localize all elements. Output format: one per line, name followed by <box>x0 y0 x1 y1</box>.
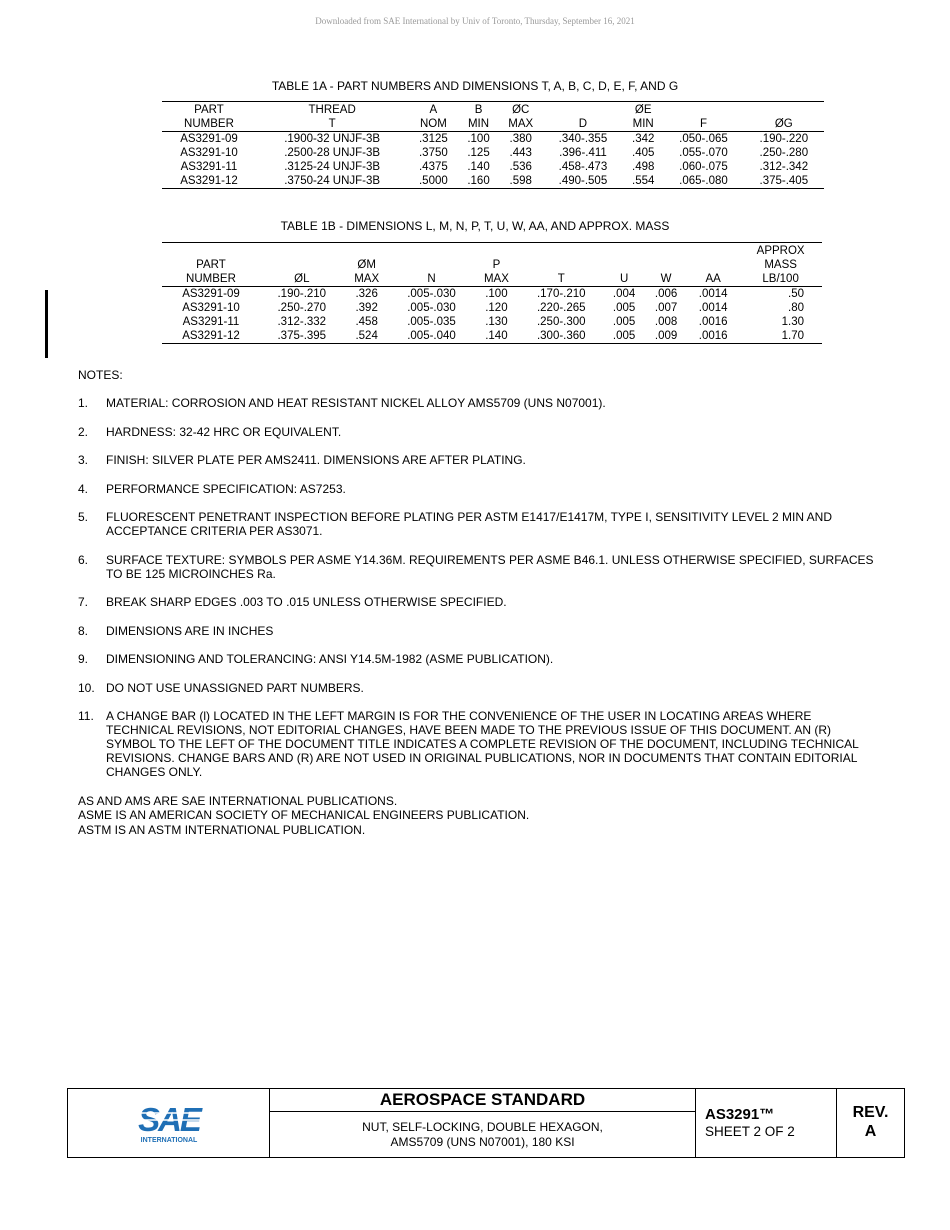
table-cell: .170-.210 <box>536 288 586 300</box>
table-cell: .005 <box>612 316 636 328</box>
table-cell: .405 <box>632 147 655 159</box>
table-cell: AS3291-10 <box>182 302 240 314</box>
publication-notes <box>78 794 878 838</box>
column-header <box>344 243 390 259</box>
column-header <box>645 243 687 259</box>
note-item <box>78 553 878 581</box>
table-cell: .312-.332 <box>277 316 327 328</box>
table-cell: .458-.473 <box>558 161 608 173</box>
note-item <box>78 624 878 638</box>
table-cell: .050-.065 <box>679 133 728 145</box>
note-item <box>78 453 878 467</box>
column-header: PART <box>196 259 226 271</box>
note-number: 3. <box>78 453 89 467</box>
column-header <box>645 258 687 272</box>
table-cell: .5000 <box>418 175 448 187</box>
document-number-block <box>696 1089 837 1157</box>
sae-logo <box>68 1089 270 1157</box>
note-item <box>78 510 878 538</box>
title-block <box>67 1088 905 1158</box>
note-text: MATERIAL: CORROSION AND HEAT RESISTANT NICKEL ALLOY AMS5709 (UNS N07001). <box>106 396 606 410</box>
table-cell: .4375 <box>418 161 448 173</box>
column-header: NOM <box>408 117 458 132</box>
table-cell: .312-.342 <box>759 161 809 173</box>
document-number: AS3291™ <box>705 1106 775 1123</box>
table-cell: .1900-32 UNJF-3B <box>284 133 381 145</box>
note-number: 9. <box>78 652 89 666</box>
table-1a <box>162 101 824 189</box>
table-cell: .2500-28 UNJF-3B <box>284 147 381 159</box>
table-cell: .524 <box>355 330 378 342</box>
column-header: MAX <box>344 272 390 287</box>
column-header: AA <box>687 272 739 287</box>
table-cell: .100 <box>467 133 490 145</box>
table-row <box>162 329 822 344</box>
table-cell: .375-.395 <box>277 330 327 342</box>
change-bar <box>45 290 48 358</box>
table-cell: AS3291-09 <box>180 133 238 145</box>
column-header: P <box>492 259 501 271</box>
note-text: DIMENSIONING AND TOLERANCING: ANSI Y14.5M-1982 (ASME PUBLICATION). <box>106 652 554 666</box>
column-header: ØG <box>744 117 824 132</box>
column-header <box>390 243 474 259</box>
publication-line: ASME IS AN AMERICAN SOCIETY OF MECHANICAL ENGINEERS PUBLICATION. <box>78 808 530 822</box>
table-cell: .598 <box>509 175 532 187</box>
table-cell: .140 <box>485 330 508 342</box>
note-number: 6. <box>78 552 89 567</box>
column-header <box>162 243 260 259</box>
table-row <box>162 287 822 302</box>
note-number: 5. <box>78 510 89 524</box>
table-cell: .004 <box>612 288 636 300</box>
table-cell: .005-.035 <box>407 316 456 328</box>
table-cell: AS3291-12 <box>182 330 240 342</box>
note-item <box>78 681 878 695</box>
note-text: FINISH: SILVER PLATE PER AMS2411. DIMENSIONS ARE AFTER PLATING. <box>106 453 526 467</box>
table-cell: .005-.030 <box>407 302 456 314</box>
table-cell: 1.30 <box>781 316 804 328</box>
table-row <box>162 174 824 189</box>
revision-value: A <box>864 1123 877 1140</box>
table-cell: .140 <box>467 161 490 173</box>
table-cell: .005-.030 <box>407 288 456 300</box>
column-header <box>519 258 603 272</box>
table-cell: .0014 <box>698 288 728 300</box>
column-header: MAX <box>473 272 519 287</box>
column-header <box>473 243 519 259</box>
table-cell: .120 <box>485 302 508 314</box>
table-cell: .055-.070 <box>679 147 728 159</box>
table-cell: .250-.280 <box>759 147 809 159</box>
note-item <box>78 595 878 609</box>
notes-heading: NOTES: <box>78 368 123 382</box>
table-cell: .060-.075 <box>679 161 728 173</box>
table-cell: .3750 <box>418 147 448 159</box>
column-header: A <box>429 104 438 116</box>
table-cell: .100 <box>485 288 508 300</box>
revision-label: REV. <box>852 1104 889 1121</box>
table-cell: .190-.220 <box>759 133 809 145</box>
table-cell: 1.70 <box>781 330 804 342</box>
column-header: MIN <box>623 117 663 132</box>
table-cell: .443 <box>509 147 532 159</box>
table-cell: .065-.080 <box>679 175 728 187</box>
note-item <box>78 709 878 779</box>
table-cell: .009 <box>654 330 678 342</box>
table-1a-title: TABLE 1A - PART NUMBERS AND DIMENSIONS T, A, B, C, D, E, F, AND G <box>271 79 679 93</box>
column-header: T <box>519 272 603 287</box>
table-cell: AS3291-09 <box>182 288 240 300</box>
note-number: 11. <box>78 709 94 723</box>
note-number: 1. <box>78 396 89 410</box>
column-header <box>519 243 603 259</box>
table-cell: .3125 <box>418 133 448 145</box>
table-cell: .0014 <box>698 302 728 314</box>
column-header: APPROX <box>756 245 805 257</box>
note-number: 2. <box>78 424 89 439</box>
note-item <box>78 396 878 410</box>
table-cell: .380 <box>509 133 532 145</box>
table-cell: .006 <box>654 288 678 300</box>
column-header: ØM <box>357 259 376 271</box>
table-cell: .50 <box>788 288 804 300</box>
table-cell: .008 <box>654 316 678 328</box>
publication-line: ASTM IS AN ASTM INTERNATIONAL PUBLICATION. <box>78 822 366 837</box>
table-cell: .300-.360 <box>536 330 586 342</box>
table-cell: .0016 <box>698 316 728 328</box>
table-cell: AS3291-10 <box>180 147 238 159</box>
column-header: NUMBER <box>162 272 260 287</box>
table-row <box>162 132 824 147</box>
table-cell: .130 <box>485 316 508 328</box>
table-cell: .0016 <box>698 330 728 342</box>
column-header <box>543 102 623 118</box>
logo-wordmark: SAE <box>137 1101 200 1138</box>
column-header: N <box>390 272 474 287</box>
column-header: MIN <box>458 117 498 132</box>
note-number: 8. <box>78 623 89 638</box>
table-cell: AS3291-11 <box>182 316 240 328</box>
note-text: FLUORESCENT PENETRANT INSPECTION BEFORE PLATING PER ASTM E1417/E1417M, TYPE I, SENSITIVITY LEVEL 2 MIN AND ACCEPTANCE CRITERIA PER AS3071. <box>106 510 832 538</box>
column-header <box>603 243 645 259</box>
table-row <box>162 315 822 329</box>
column-header: NUMBER <box>162 117 256 132</box>
note-item <box>78 425 878 439</box>
table-cell: .80 <box>788 302 804 314</box>
table-cell: .554 <box>632 175 655 187</box>
publication-line: AS AND AMS ARE SAE INTERNATIONAL PUBLICATIONS. <box>78 793 398 808</box>
column-header: ØL <box>260 272 344 287</box>
column-header: D <box>543 117 623 132</box>
note-item <box>78 652 878 666</box>
table-cell: .190-.210 <box>277 288 327 300</box>
document-description: NUT, SELF-LOCKING, DOUBLE HEXAGON, AMS5709 (UNS N07001), 180 KSI <box>362 1120 603 1149</box>
note-item <box>78 482 878 496</box>
sheet-number: SHEET 2 OF 2 <box>705 1124 795 1139</box>
table-cell: .3750-24 UNJF-3B <box>284 175 381 187</box>
column-header: W <box>645 272 687 287</box>
note-number: 4. <box>78 481 89 496</box>
table-row <box>162 146 824 160</box>
table-cell: .250-.300 <box>536 316 586 328</box>
note-text: DIMENSIONS ARE IN INCHES <box>106 623 274 638</box>
note-text: BREAK SHARP EDGES .003 TO .015 UNLESS OTHERWISE SPECIFIED. <box>106 595 507 609</box>
table-cell: .220-.265 <box>536 302 586 314</box>
note-number: 10. <box>78 680 95 695</box>
table-cell: .396-.411 <box>559 147 607 159</box>
column-header: THREAD <box>308 104 356 116</box>
column-header <box>663 102 743 118</box>
table-cell: .3125-24 UNJF-3B <box>284 161 381 173</box>
table-cell: AS3291-12 <box>180 175 238 187</box>
column-header <box>603 258 645 272</box>
table-cell: .326 <box>355 288 378 300</box>
table-cell: .490-.505 <box>558 175 608 187</box>
column-header: MAX <box>499 117 543 132</box>
download-notice: Downloaded from SAE International by Univ of Toronto, Thursday, September 16, 2021 <box>315 16 635 26</box>
table-cell: .160 <box>467 175 490 187</box>
table-1b-title: TABLE 1B - DIMENSIONS L, M, N, P, T, U, W, AA, AND APPROX. MASS <box>280 219 670 233</box>
table-cell: .005 <box>612 302 636 314</box>
table-cell: .536 <box>509 161 532 173</box>
table-cell: .125 <box>467 147 490 159</box>
column-header <box>390 258 474 272</box>
table-cell: .375-.405 <box>759 175 809 187</box>
column-header: F <box>663 117 743 132</box>
column-header <box>687 258 739 272</box>
table-cell: .498 <box>632 161 655 173</box>
note-text: PERFORMANCE SPECIFICATION: AS7253. <box>106 481 346 496</box>
table-cell: .005 <box>612 330 636 342</box>
table-cell: .340-.355 <box>558 133 608 145</box>
note-text: A CHANGE BAR (l) LOCATED IN THE LEFT MARGIN IS FOR THE CONVENIENCE OF THE USER IN LOCATING AREAS WHERE TECHNICAL REVISIONS, NOT EDITORIAL CHANGES, HAVE BEEN MADE TO THE PREVIOUS ISSUE OF THIS DOCUMENT. AN (R) SYMBOL TO THE LEFT OF THE DOCUMENT TITLE INDICATES A COMPLETE REVISION OF THE DOCUMENT, INCLUDING TECHNICAL REVISIONS. CHANGE BARS AND (R) ARE NOT USED IN ORIGINAL PUBLICATIONS, NOR IN DOCUMENTS THAT CONTAIN EDITORIAL CHANGES ONLY. <box>106 709 859 779</box>
document-type: AEROSPACE STANDARD <box>270 1089 695 1112</box>
table-cell: .005-.040 <box>407 330 456 342</box>
note-text: HARDNESS: 32-42 HRC OR EQUIVALENT. <box>106 424 342 439</box>
column-header: U <box>603 272 645 287</box>
table-cell: AS3291-11 <box>180 161 238 173</box>
column-header: ØC <box>512 104 530 116</box>
note-text: SURFACE TEXTURE: SYMBOLS PER ASME Y14.36M. REQUIREMENTS PER ASME B46.1. UNLESS OTHERWISE SPECIFIED, SURFACES TO BE 125 MICROINCHES Ra. <box>106 552 874 581</box>
notes-section <box>78 368 878 837</box>
table-row <box>162 301 822 315</box>
table-cell: .458 <box>355 316 378 328</box>
table-cell: .342 <box>632 133 655 145</box>
logo-subtext: INTERNATIONAL <box>140 1137 197 1144</box>
column-header <box>687 243 739 259</box>
column-header <box>744 102 824 118</box>
column-header: MASS <box>764 259 797 271</box>
column-header: B <box>474 104 483 116</box>
table-cell: .007 <box>654 302 678 314</box>
column-header <box>260 258 344 272</box>
column-header <box>260 243 344 259</box>
table-row <box>162 160 824 174</box>
note-number: 7. <box>78 595 89 609</box>
column-header: LB/100 <box>739 272 822 287</box>
column-header: ØE <box>634 104 652 116</box>
table-cell: .250-.270 <box>277 302 327 314</box>
note-text: DO NOT USE UNASSIGNED PART NUMBERS. <box>106 680 364 695</box>
revision-block <box>837 1089 904 1157</box>
column-header: PART <box>194 104 224 116</box>
table-cell: .392 <box>355 302 378 314</box>
sae-logo-icon <box>134 1101 204 1145</box>
table-1b <box>162 242 822 344</box>
column-header: T <box>256 117 408 132</box>
